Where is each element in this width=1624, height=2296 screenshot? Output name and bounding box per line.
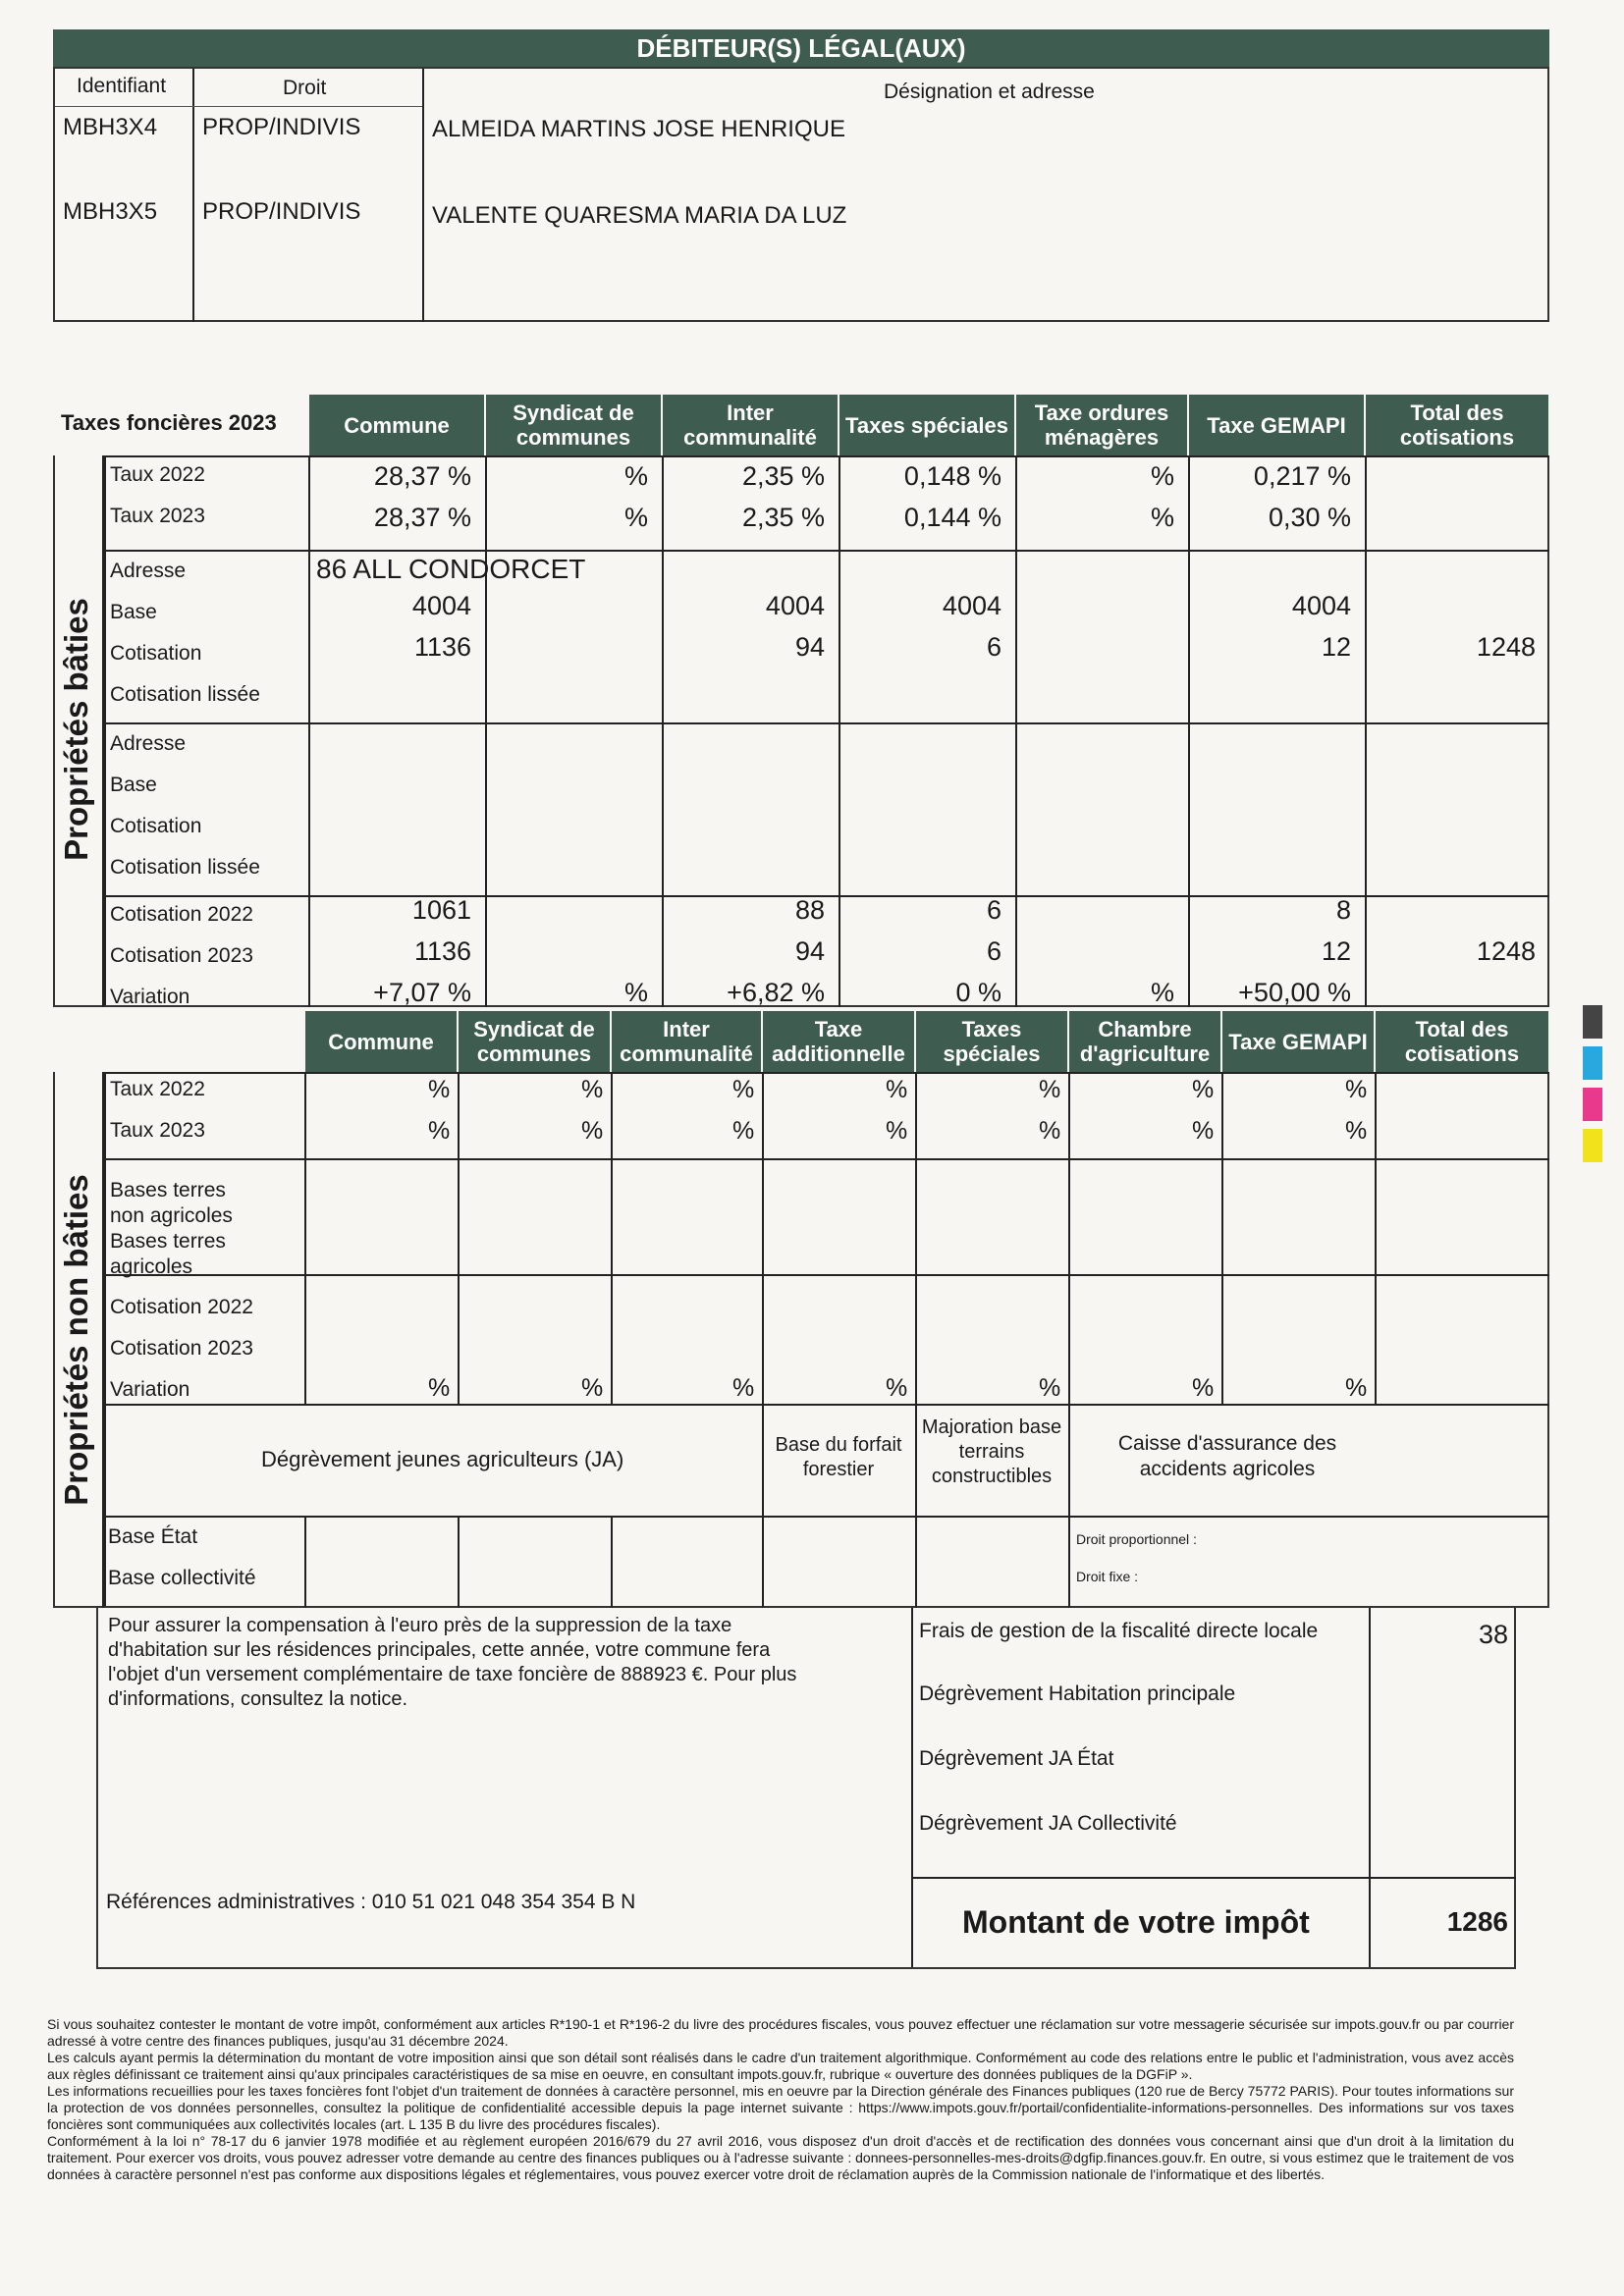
cot-value: +6,82 % [727,978,825,1007]
cotisation-value: 6 [986,632,1001,662]
non-baties-col-header: Taxe additionnelle [763,1011,914,1072]
debiteurs-table [53,67,1549,322]
nb-cot-label: Cotisation 2022 [110,1296,253,1318]
cot-value: 6 [986,895,1001,925]
cot-value: 1248 [1476,936,1536,966]
footer-paragraph: Conformément à la loi n° 78-17 du 6 janvier 1978 modifiée et au règlement européen 2016/679 du 27 avril 2016, vous disposez d'un droit d'accès et de rectification des données vous concernant ainsi que d'un droit à la limitation du traitement. Pour exercer vos droits, vous pouvez adresser votre demande au centre des finances publiques ou à l'adresse suivante : donnees-personnelles-mes-droits@dgfip.finances.gouv.fr. En outre, si vous estimez que le traitement de vos données à caractère personnel n'est pas conforme aux dispositions légales et réglementaires, vous pouvez exercer votre droit de réclamation auprès de la Commission nationale de l'informatique et des libertés. [47,2133,1514,2182]
grid-line [102,455,1549,457]
degrevement-ja-etat: Dégrèvement JA État [919,1747,1114,1770]
baties-col-header: Total des cotisations [1366,395,1548,455]
references-administratives: Références administratives : 010 51 021 048 354 354 B N [106,1891,636,1913]
nb-taux-pct: % [1345,1076,1368,1103]
baties-col-header: Inter communalité [663,395,838,455]
baties-col-header: Commune [309,395,484,455]
taux-value: % [623,503,648,532]
color-mark [1583,1046,1602,1080]
cot-value: 0 % [955,978,1001,1007]
nb-taux-pct: % [1192,1117,1215,1145]
col-droit: Droit [283,77,327,99]
taux-value: 0,30 % [1268,503,1351,532]
nb-taux-pct: % [428,1117,451,1145]
grid-line [102,1404,1549,1406]
majoration-label: Majoration base terrains constructibles [921,1416,1062,1487]
caisse-assurance-label: Caisse d'assurance des accidents agricoles [1117,1432,1337,1480]
taux-value: 0,144 % [903,503,1001,532]
grid-line [102,1274,1549,1276]
non-baties-table [53,1072,1549,1608]
taux-value: 28,37 % [373,503,471,532]
taux-value: 2,35 % [741,461,825,491]
montant-impot-label: Montant de votre impôt [962,1904,1310,1940]
taux-label: Taux 2023 [110,505,205,527]
base-value: 4004 [942,591,1001,620]
nb-taux-label: Taux 2022 [110,1078,205,1100]
taux-value: 2,35 % [741,503,825,532]
base-etat-label: Base État [108,1525,198,1548]
base-value: 4004 [765,591,825,620]
grid-line [1015,455,1017,1007]
property-address: 86 ALL CONDORCET [316,554,586,584]
non-baties-col-header: Chambre d'agriculture [1069,1011,1220,1072]
nb-taux-pct: % [1039,1117,1061,1145]
nb-taux-pct: % [886,1117,908,1145]
non-baties-col-header: Syndicat de communes [459,1011,610,1072]
grid-line [102,1072,1549,1074]
block2-label: Adresse [110,732,187,755]
baties-col-header: Taxes spéciales [839,395,1014,455]
block2-label: Cotisation [110,815,202,837]
cot-value: 8 [1335,895,1351,925]
debiteur-designation: VALENTE QUARESMA MARIA DA LUZ [432,202,847,229]
debiteur-id: MBH3X5 [63,198,158,225]
color-mark [1583,1088,1602,1121]
nb-variation-pct: % [1345,1374,1368,1402]
grid-line [762,1072,764,1404]
droit-proportionnel-label: Droit proportionnel : [1076,1531,1197,1547]
block1-label: Cotisation lissée [110,683,260,706]
footer-paragraph: Les calculs ayant permis la détermination du montant de votre imposition ainsi que son détail sont réalisés dans le cadre d'un traitement algorithmique. Conformément au code des relations entre le public et l'administration, vous avez accès aux règles définissant ce traitement ainsi qu'aux principales caractéristiques de sa mise en oeuvre, en consultant impots.gouv.fr, rubrique « ouverture des données publiques de la DGFiP ». [47,2050,1514,2082]
color-mark [1583,1005,1602,1039]
debiteur-id: MBH3X4 [63,114,158,140]
footer-paragraph: Les informations recueillies pour les taxes foncières font l'objet d'un traitement de données à caractère personnel, mis en oeuvre par la Direction générale des Finances publiques (120 rue de Bercy 75772 PARIS). Pour toutes informations sur la protection de vos données personnelles, consultez la politique de confidentialité accessible depuis la page internet suivante : https://www.impots.gouv.fr/portail/confidentialite-informations-personnelles. Des informations sur vos taxes foncières sont communiquées aux collectivités locales (art. L 135 B du livre des procédures fiscales). [47,2083,1514,2132]
taux-value: 28,37 % [373,461,471,491]
block1-label: Cotisation [110,642,202,665]
cot-value: +50,00 % [1238,978,1351,1007]
taux-value: % [1150,503,1174,532]
degrevement-habitation: Dégrèvement Habitation principale [919,1682,1236,1705]
nb-taux-pct: % [1345,1117,1368,1145]
debiteurs-title: DÉBITEUR(S) LÉGAL(AUX) [53,29,1549,67]
taux-value: 0,217 % [1253,461,1351,491]
cot-value: % [1150,978,1174,1007]
cot-label: Variation [110,986,190,1008]
block2-label: Base [110,774,157,796]
non-baties-col-header: Total des cotisations [1376,1011,1548,1072]
block1-label: Base [110,601,157,623]
col-designation: Désignation et adresse [884,80,1095,103]
grid-line [304,1072,306,1404]
nb-variation-pct: % [1192,1374,1215,1402]
grid-line [102,1072,104,1608]
nb-variation-pct: % [732,1374,755,1402]
grid-line [1068,1516,1070,1608]
baties-col-header: Syndicat de communes [486,395,661,455]
non-baties-col-header: Taxe GEMAPI [1222,1011,1374,1072]
grid-line [915,1072,917,1404]
frais-gestion-value: 38 [1478,1620,1508,1649]
base-forfait-label: Base du forfait forestier [775,1434,902,1480]
base-value: 4004 [411,591,471,620]
nb-cot-label: Variation [110,1378,190,1401]
debiteur-designation: ALMEIDA MARTINS JOSE HENRIQUE [432,116,845,142]
grid-line [102,455,104,1007]
nb-variation-pct: % [428,1374,451,1402]
cot-label: Cotisation 2022 [110,903,253,926]
col-identifiant: Identifiant [77,75,167,97]
grid-line [1375,1072,1377,1404]
debiteur-droit: PROP/INDIVIS [202,198,361,225]
grid-line [915,1404,917,1608]
footer-legal [47,2016,1514,2183]
grid-line [102,1158,1549,1160]
nb-taux-pct: % [581,1117,604,1145]
nb-taux-pct: % [886,1076,908,1103]
non-baties-col-header: Taxes spéciales [916,1011,1067,1072]
baties-col-header: Taxe ordures ménagères [1016,395,1187,455]
baties-side-label: Propriétés bâties [58,598,94,861]
grid-line [304,1516,306,1608]
grid-line [1068,1072,1070,1404]
grid-line [762,1404,764,1608]
grid-line [102,1516,1549,1518]
nb-variation-pct: % [1039,1374,1061,1402]
cot-value: 1136 [413,936,471,966]
taux-value: % [623,461,648,491]
grid-line [611,1072,613,1404]
cot-value: 1061 [411,895,471,925]
cotisation-value: 1136 [413,632,471,662]
nb-taux-pct: % [1039,1076,1061,1103]
nb-cot-label: Cotisation 2023 [110,1337,253,1360]
cot-label: Cotisation 2023 [110,944,253,967]
cotisation-value: 1248 [1476,632,1536,662]
grid-line [1221,1072,1223,1404]
nb-taux-label: Taux 2023 [110,1119,205,1142]
nb-taux-pct: % [581,1076,604,1103]
nb-variation-pct: % [886,1374,908,1402]
nb-variation-pct: % [581,1374,604,1402]
footer-paragraph: Si vous souhaitez contester le montant de votre impôt, conformément aux articles R*190-1 et R*196-2 du livre des procédures fiscales, vous pouvez effectuer une réclamation sur votre messagerie sécurisée sur impots.gouv.fr ou par courrier adressé à votre centre des finances publiques, jusqu'au 31 décembre 2024. [47,2016,1514,2049]
nb-taux-pct: % [732,1076,755,1103]
base-collectivite-label: Base collectivité [108,1567,256,1589]
color-mark [1583,1129,1602,1162]
compensation-notice: Pour assurer la compensation à l'euro près de la suppression de la taxe d'habitation sur les résidences principales, cette année, votre commune fera l'objet d'un versement complémentaire de taxe foncière de 888923 €. Pour plus d'informations, consultez la notice. [108,1615,797,1710]
nb-taux-pct: % [732,1117,755,1145]
taux-value: % [1150,461,1174,491]
block2-label: Cotisation lissée [110,856,260,879]
debiteur-droit: PROP/INDIVIS [202,114,361,140]
grid-line [1365,455,1367,1007]
baties-col-header: Taxe GEMAPI [1189,395,1364,455]
bases-terres-label: Bases terres non agricoles Bases terres agricoles [110,1179,233,1278]
taxes-foncieres-title: Taxes foncières 2023 [61,410,277,435]
cot-value: % [623,978,648,1007]
taux-value: 0,148 % [903,461,1001,491]
nb-taux-pct: % [1192,1076,1215,1103]
grid-line [102,722,1549,724]
cotisation-value: 12 [1321,632,1351,662]
grid-line [458,1072,460,1404]
montant-impot-value: 1286 [1446,1906,1508,1937]
degrevement-ja-label: Dégrèvement jeunes agriculteurs (JA) [261,1447,624,1471]
non-baties-col-header: Inter communalité [612,1011,761,1072]
taux-label: Taux 2022 [110,463,205,486]
block1-label: Adresse [110,560,187,582]
grid-line [458,1516,460,1608]
cotisation-value: 94 [794,632,825,662]
cot-value: +7,07 % [373,978,471,1007]
base-value: 4004 [1291,591,1351,620]
degrevement-ja-collectivite: Dégrèvement JA Collectivité [919,1812,1177,1835]
grid-line [102,550,1549,552]
non-baties-col-header: Commune [305,1011,457,1072]
cot-value: 88 [794,895,825,925]
droit-fixe-label: Droit fixe : [1076,1569,1139,1584]
frais-gestion-label: Frais de gestion de la fiscalité directe locale [919,1620,1319,1642]
grid-line [611,1516,613,1608]
cot-value: 6 [986,936,1001,966]
nb-taux-pct: % [428,1076,451,1103]
cot-value: 12 [1321,936,1351,966]
grid-line [485,455,487,1007]
cot-value: 94 [794,936,825,966]
non-baties-side-label: Propriétés non bâties [58,1174,94,1506]
